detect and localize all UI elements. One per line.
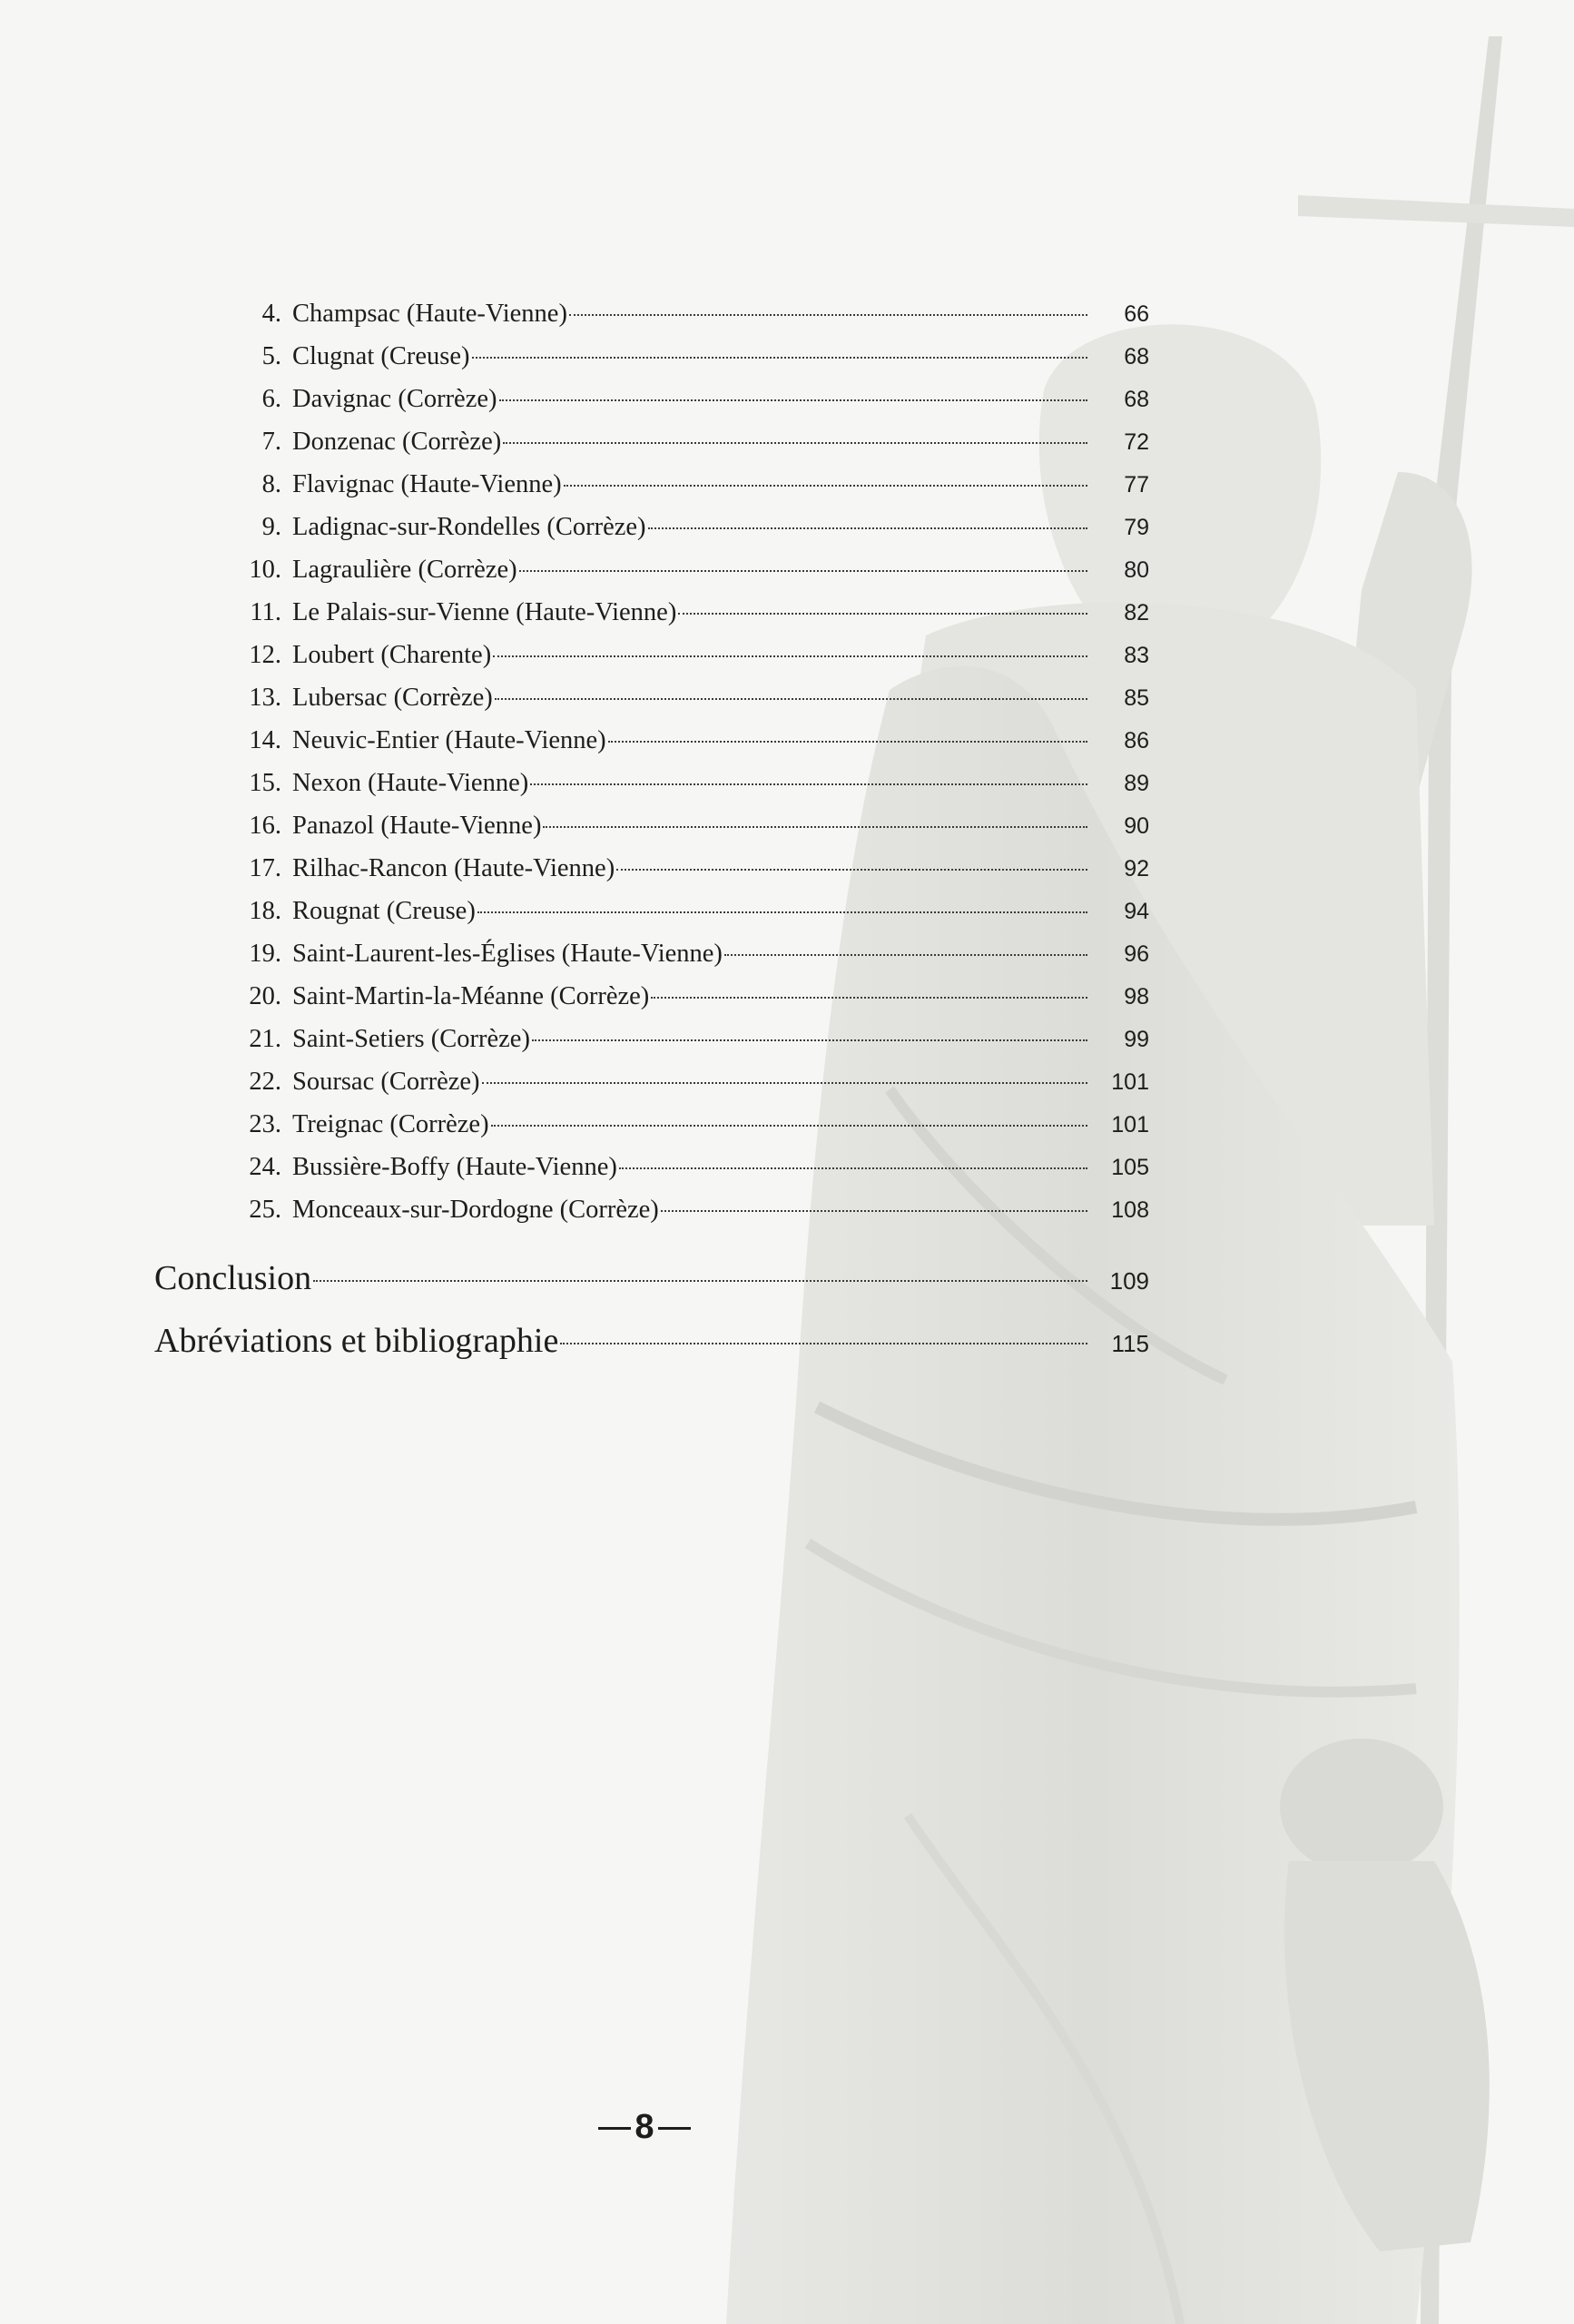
toc-entry <box>240 385 1149 414</box>
dot-leader <box>472 357 1088 359</box>
entry-number: 6. <box>261 385 281 413</box>
dot-leader <box>530 783 1087 785</box>
entry-number: 15. <box>249 769 281 797</box>
entry-title: Nexon (Haute-Vienne) <box>292 769 529 797</box>
dot-leader <box>648 527 1087 529</box>
entry-title: Donzenac (Corrèze) <box>292 428 502 456</box>
entry-number: 5. <box>261 342 281 370</box>
toc-entry <box>240 598 1149 627</box>
entry-title: Panazol (Haute-Vienne) <box>292 812 542 840</box>
dot-leader <box>619 1167 1087 1169</box>
toc-entry <box>240 1110 1149 1139</box>
toc-entry <box>240 726 1149 755</box>
entry-title: Champsac (Haute-Vienne) <box>292 300 567 328</box>
entry-number: 18. <box>249 897 281 925</box>
dot-leader <box>519 570 1087 572</box>
entry-number: 20. <box>249 982 281 1010</box>
dot-leader <box>477 911 1087 913</box>
entry-title: Le Palais-sur-Vienne (Haute-Vienne) <box>292 598 677 626</box>
toc-entry <box>240 982 1149 1011</box>
toc-major-entry <box>154 1321 1149 1361</box>
toc-entry <box>240 513 1149 542</box>
entry-page: 115 <box>1111 1330 1149 1357</box>
entry-page: 89 <box>1124 771 1149 796</box>
dot-leader <box>651 997 1087 999</box>
entry-title: Abréviations et bibliographie <box>154 1322 559 1360</box>
entry-page: 109 <box>1109 1267 1149 1295</box>
entry-page: 77 <box>1124 472 1149 497</box>
entry-page: 98 <box>1124 984 1149 1009</box>
dot-leader <box>678 613 1087 615</box>
entry-title: Bussière-Boffy (Haute-Vienne) <box>292 1153 617 1181</box>
entry-title: Saint-Laurent-les-Églises (Haute-Vienne) <box>292 940 723 968</box>
entry-title: Lagraulière (Corrèze) <box>292 556 517 584</box>
dot-leader <box>564 485 1087 487</box>
dot-leader <box>616 869 1087 871</box>
entry-number: 24. <box>249 1153 281 1181</box>
page-number <box>581 2108 708 2147</box>
entry-number: 10. <box>249 556 281 584</box>
dot-leader <box>503 442 1087 444</box>
entry-title: Treignac (Corrèze) <box>292 1110 489 1138</box>
dot-leader <box>661 1210 1087 1212</box>
toc-entry <box>240 1196 1149 1225</box>
entry-page: 101 <box>1111 1069 1149 1095</box>
entry-number: 19. <box>249 940 281 968</box>
entry-number: 25. <box>249 1196 281 1224</box>
entry-page: 66 <box>1124 301 1149 327</box>
entry-number: 4. <box>261 300 281 328</box>
entry-page: 85 <box>1124 685 1149 711</box>
entry-page: 79 <box>1124 515 1149 540</box>
toc-entry <box>240 1068 1149 1097</box>
entry-page: 101 <box>1111 1112 1149 1137</box>
dot-leader <box>495 698 1087 700</box>
folio-dash <box>598 2127 631 2130</box>
entry-title: Loubert (Charente) <box>292 641 492 669</box>
toc-entry <box>240 684 1149 713</box>
entry-page: 80 <box>1124 557 1149 583</box>
toc-entry <box>240 897 1149 926</box>
entry-title: Saint-Martin-la-Méanne (Corrèze) <box>292 982 650 1010</box>
entry-title: Clugnat (Creuse) <box>292 342 470 370</box>
entry-number: 12. <box>249 641 281 669</box>
entry-title: Rilhac-Rancon (Haute-Vienne) <box>292 854 615 882</box>
entry-page: 86 <box>1124 728 1149 753</box>
entry-page: 68 <box>1124 387 1149 412</box>
dot-leader <box>560 1343 1087 1344</box>
toc-entry <box>240 854 1149 883</box>
toc-entry <box>240 812 1149 841</box>
toc-entry <box>240 470 1149 499</box>
entry-number: 14. <box>249 726 281 754</box>
toc-entry <box>240 428 1149 457</box>
entry-page: 72 <box>1124 429 1149 455</box>
dot-leader <box>532 1039 1087 1041</box>
toc-entry <box>240 1153 1149 1182</box>
dot-leader <box>313 1280 1087 1282</box>
dot-leader <box>499 399 1088 401</box>
dot-leader <box>482 1082 1087 1084</box>
entry-number: 22. <box>249 1068 281 1096</box>
entry-page: 108 <box>1111 1197 1149 1223</box>
entry-number: 21. <box>249 1025 281 1053</box>
entry-title: Lubersac (Corrèze) <box>292 684 493 712</box>
entry-page: 68 <box>1124 344 1149 369</box>
entry-page: 94 <box>1124 899 1149 924</box>
entry-title: Flavignac (Haute-Vienne) <box>292 470 562 498</box>
dot-leader <box>569 314 1087 316</box>
entry-number: 11. <box>250 598 281 626</box>
entry-page: 82 <box>1124 600 1149 625</box>
toc-major-entry <box>154 1258 1149 1298</box>
entry-title: Ladignac-sur-Rondelles (Corrèze) <box>292 513 646 541</box>
toc-entry <box>240 342 1149 371</box>
dot-leader <box>608 741 1087 743</box>
dot-leader <box>724 954 1087 956</box>
entry-page: 83 <box>1124 643 1149 668</box>
entry-title: Saint-Setiers (Corrèze) <box>292 1025 530 1053</box>
toc-entry <box>240 769 1149 798</box>
entry-number: 8. <box>261 470 281 498</box>
toc-entry <box>240 556 1149 585</box>
page-number-text: 8 <box>635 2108 654 2146</box>
toc-entry <box>240 1025 1149 1054</box>
entry-number: 17. <box>249 854 281 882</box>
entry-page: 105 <box>1111 1155 1149 1180</box>
entry-number: 7. <box>261 428 281 456</box>
entry-title: Monceaux-sur-Dordogne (Corrèze) <box>292 1196 659 1224</box>
dot-leader <box>493 655 1087 657</box>
entry-number: 23. <box>249 1110 281 1138</box>
dot-leader <box>543 826 1087 828</box>
entry-title: Neuvic-Entier (Haute-Vienne) <box>292 726 606 754</box>
entry-title: Soursac (Corrèze) <box>292 1068 480 1096</box>
entry-title: Conclusion <box>154 1259 312 1297</box>
dot-leader <box>491 1125 1087 1127</box>
entry-page: 99 <box>1124 1027 1149 1052</box>
toc-entry <box>240 300 1149 329</box>
entry-page: 90 <box>1124 813 1149 839</box>
entry-title: Rougnat (Creuse) <box>292 897 476 925</box>
entry-title: Davignac (Corrèze) <box>292 385 497 413</box>
entry-number: 9. <box>261 513 281 541</box>
entry-number: 16. <box>249 812 281 840</box>
entry-page: 92 <box>1124 856 1149 881</box>
entry-page: 96 <box>1124 941 1149 967</box>
entry-number: 13. <box>249 684 281 712</box>
folio-dash <box>658 2127 691 2130</box>
toc-entry <box>240 641 1149 670</box>
toc-entry <box>240 940 1149 969</box>
